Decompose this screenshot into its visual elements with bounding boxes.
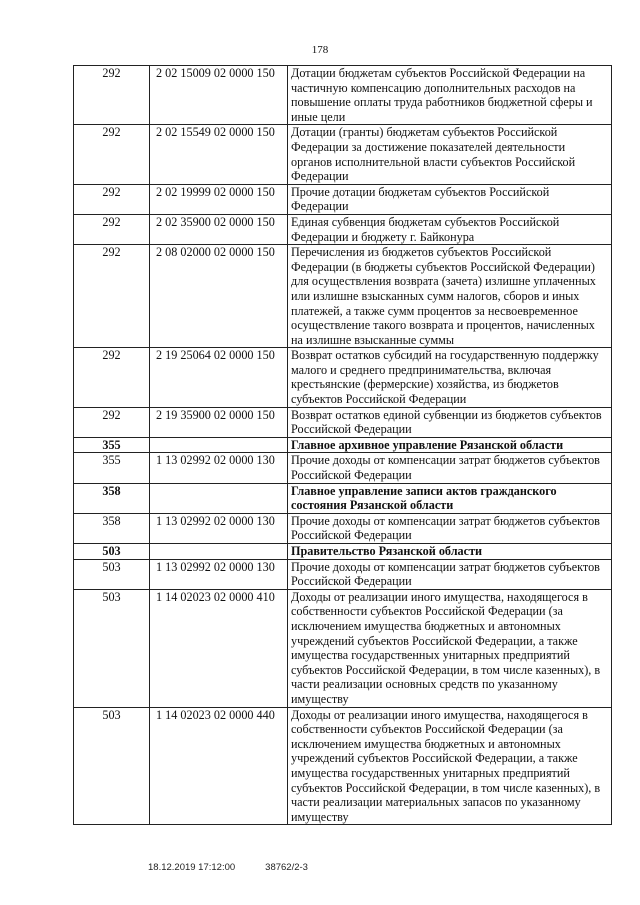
budget-code-cell: 2 19 35900 02 0000 150 [150,407,288,437]
description-cell: Прочие доходы от компенсации затрат бюджетов субъектов Российской Федерации [288,453,612,483]
table-row [74,245,612,348]
admin-code-cell: 292 [74,245,150,348]
document-footer [148,862,308,873]
description-cell: Единая субвенция бюджетам субъектов Российской Федерации и бюджету г. Байконура [288,214,612,244]
table-row [74,214,612,244]
admin-code-cell: 503 [74,707,150,825]
budget-classification-table [73,65,612,825]
table-row [74,453,612,483]
admin-code-cell: 503 [74,559,150,589]
budget-code-cell: 2 02 15009 02 0000 150 [150,66,288,125]
description-cell: Главное архивное управление Рязанской области [288,437,612,453]
budget-code-cell: 2 08 02000 02 0000 150 [150,245,288,348]
budget-code-cell [150,544,288,560]
budget-code-cell: 1 13 02992 02 0000 130 [150,559,288,589]
admin-code-cell: 358 [74,513,150,543]
budget-code-cell: 1 13 02992 02 0000 130 [150,513,288,543]
budget-code-cell: 2 02 35900 02 0000 150 [150,214,288,244]
admin-code-cell: 358 [74,483,150,513]
admin-code-cell: 355 [74,453,150,483]
admin-code-cell: 503 [74,544,150,560]
admin-code-cell: 292 [74,66,150,125]
description-cell: Прочие дотации бюджетам субъектов Российской Федерации [288,184,612,214]
description-cell: Прочие доходы от компенсации затрат бюджетов субъектов Российской Федерации [288,513,612,543]
admin-code-cell: 292 [74,214,150,244]
table-row [74,707,612,825]
table-row [74,407,612,437]
footer-doc-id: 38762/2-3 [265,862,308,873]
description-cell: Возврат остатков единой субвенции из бюджетов субъектов Российской Федерации [288,407,612,437]
table-row [74,513,612,543]
admin-code-cell: 292 [74,407,150,437]
budget-code-cell [150,483,288,513]
description-cell: Главное управление записи актов гражданского состояния Рязанской области [288,483,612,513]
budget-code-cell: 1 14 02023 02 0000 410 [150,589,288,707]
budget-code-cell: 1 14 02023 02 0000 440 [150,707,288,825]
description-cell: Дотации бюджетам субъектов Российской Федерации на частичную компенсацию дополнительных расходов на повышение оплаты труда работников бюджетной сферы и иные цели [288,66,612,125]
budget-code-cell [150,437,288,453]
description-cell: Правительство Рязанской области [288,544,612,560]
page-number: 178 [311,44,329,56]
table-row [74,184,612,214]
admin-code-cell: 292 [74,348,150,407]
admin-code-cell: 292 [74,184,150,214]
table-row [74,589,612,707]
footer-timestamp: 18.12.2019 17:12:00 [148,862,236,873]
table-row [74,125,612,184]
table-row [74,483,612,513]
table-row [74,66,612,125]
description-cell: Перечисления из бюджетов субъектов Российской Федерации (в бюджеты субъектов Российской Федерации) для осуществления возврата (зачета) излишне уплаченных или излишне взысканных сумм налогов, сборов и иных платежей, а также сумм процентов за несвоевременное осуществление такого возврата и процентов, начисленных на излишне взысканные суммы [288,245,612,348]
admin-code-cell: 292 [74,125,150,184]
budget-code-cell: 2 02 19999 02 0000 150 [150,184,288,214]
table-row [74,559,612,589]
table-row [74,544,612,560]
budget-code-cell: 2 02 15549 02 0000 150 [150,125,288,184]
description-cell: Доходы от реализации иного имущества, находящегося в собственности субъектов Российской Федерации (за исключением имущества бюджетных и автономных учреждений субъектов Российской Федерации, а также имущества государственных унитарных предприятий субъектов Российской Федерации, в том числе казенных), в части реализации материальных запасов по указанному имуществу [288,707,612,825]
description-cell: Прочие доходы от компенсации затрат бюджетов субъектов Российской Федерации [288,559,612,589]
budget-code-cell: 1 13 02992 02 0000 130 [150,453,288,483]
description-cell: Возврат остатков субсидий на государственную поддержку малого и среднего предпринимательства, включая крестьянские (фермерские) хозяйства, из бюджетов субъектов Российской Федерации [288,348,612,407]
admin-code-cell: 355 [74,437,150,453]
table-row [74,348,612,407]
admin-code-cell: 503 [74,589,150,707]
table-row [74,437,612,453]
description-cell: Дотации (гранты) бюджетам субъектов Российской Федерации за достижение показателей деятельности органов исполнительной власти субъектов Российской Федерации [288,125,612,184]
table-body [74,66,612,825]
description-cell: Доходы от реализации иного имущества, находящегося в собственности субъектов Российской Федерации (за исключением имущества бюджетных и автономных учреждений субъектов Российской Федерации, а также имущества государственных унитарных предприятий субъектов Российской Федерации, в том числе казенных), в части реализации основных средств по указанному имуществу [288,589,612,707]
budget-code-cell: 2 19 25064 02 0000 150 [150,348,288,407]
